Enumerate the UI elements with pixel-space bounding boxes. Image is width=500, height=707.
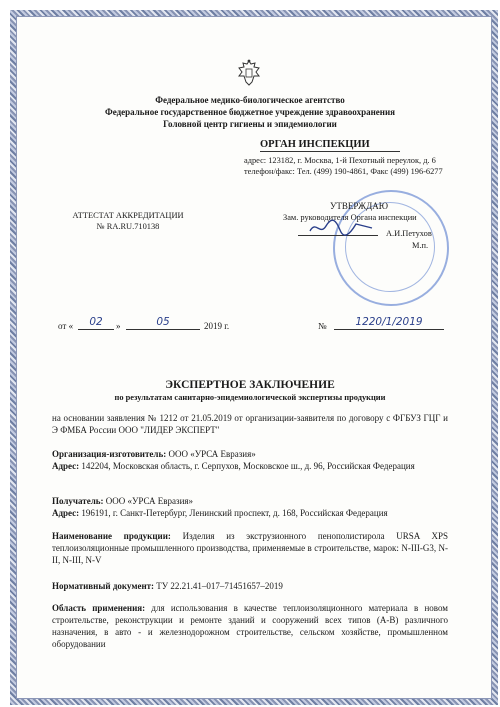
document-number: 1220/1/2019 [334, 316, 444, 330]
approval-title: УТВЕРЖДАЮ [330, 201, 389, 211]
header-institution: Федеральное государственное бюджетное учреждение здравоохранения [104, 107, 396, 117]
date-year: 2019 г. [204, 321, 230, 331]
recipient-section [52, 495, 448, 519]
scope-section [52, 602, 448, 650]
date-day: 02 [78, 316, 114, 330]
inspection-title: ОРГАН ИНСПЕКЦИИ [260, 139, 370, 150]
coat-of-arms-icon [234, 58, 264, 88]
product-section [52, 530, 448, 566]
document-subtitle: по результатам санитарно-эпидемиологической экспертизы продукции [114, 393, 386, 402]
normative-label: Нормативный документ: [52, 581, 155, 591]
accreditation-number: № RA.RU.710138 [96, 222, 160, 231]
scope-text: для использования в качестве теплоизоляционного материала в новом строительстве, реконструкции и ремонте зданий и сооружений всех типов (А-В) различного назначения, в авто - и железнодорожном строительстве, сельском хозяйстве, промышленном оборудовании [52, 603, 448, 649]
manufacturer-name: ООО «УРСА Евразия» [168, 449, 256, 459]
document-body [28, 30, 472, 678]
accreditation-label: АТТЕСТАТ АККРЕДИТАЦИИ [72, 211, 184, 220]
date-mid: » [116, 321, 121, 331]
recipient-address: 196191, г. Санкт-Петербург, Ленинский проспект, д. 168, Российская Федерация [81, 508, 388, 518]
normative-section [52, 580, 448, 592]
basis-text: на основании заявления № 1212 от 21.05.2019 от организации-заявителя по договору с ФГБУЗ ГЦГ и Э ФМБА России ООО "ЛИДЕР ЭКСПЕРТ" [52, 413, 448, 435]
scope-label: Область применения: [52, 603, 146, 613]
manufacturer-label: Организация-изготовитель: [52, 449, 167, 459]
inspection-address: адрес: 123182, г. Москва, 1-й Пехотный переулок, д. 6 [244, 156, 436, 165]
approval-mp: М.п. [412, 241, 429, 250]
product-text: Изделия из экструзионного пенополистирола URSA XPS теплоизоляционные промышленного производства, применяемые в строительстве, марок: N-III-G3, N-II, N-III, N-V [52, 531, 448, 565]
recipient-name: ООО «УРСА Евразия» [105, 496, 194, 506]
manufacturer-address-label: Адрес: [52, 461, 80, 471]
inspection-title-underline [260, 151, 400, 152]
document-title: ЭКСПЕРТНОЕ ЗАКЛЮЧЕНИЕ [165, 379, 335, 391]
header-center: Головной центр гигиены и эпидемиологии [163, 119, 337, 129]
normative-text: ТУ 22.21.41–017–71451657–2019 [156, 581, 283, 591]
date-month: 05 [126, 316, 200, 330]
header-agency: Федеральное медико-биологическое агентство [155, 95, 345, 105]
product-label: Наименование продукции: [52, 531, 171, 541]
manufacturer-section [52, 448, 448, 472]
recipient-address-label: Адрес: [52, 508, 80, 518]
signature-icon [306, 216, 376, 238]
approval-position: Зам. руководителя Органа инспекции [283, 213, 417, 222]
number-prefix: № [318, 321, 327, 331]
inspection-phone: телефон/факс: Тел. (499) 190-4861, Факс (499) 196-6277 [244, 167, 443, 176]
manufacturer-address: 142204, Московская область, г. Серпухов, Московское ш., д. 96, Российская Федерация [81, 461, 415, 471]
date-prefix: от « [58, 321, 74, 331]
approval-name: А.И.Петухов [386, 229, 432, 238]
recipient-label: Получатель: [52, 496, 104, 506]
